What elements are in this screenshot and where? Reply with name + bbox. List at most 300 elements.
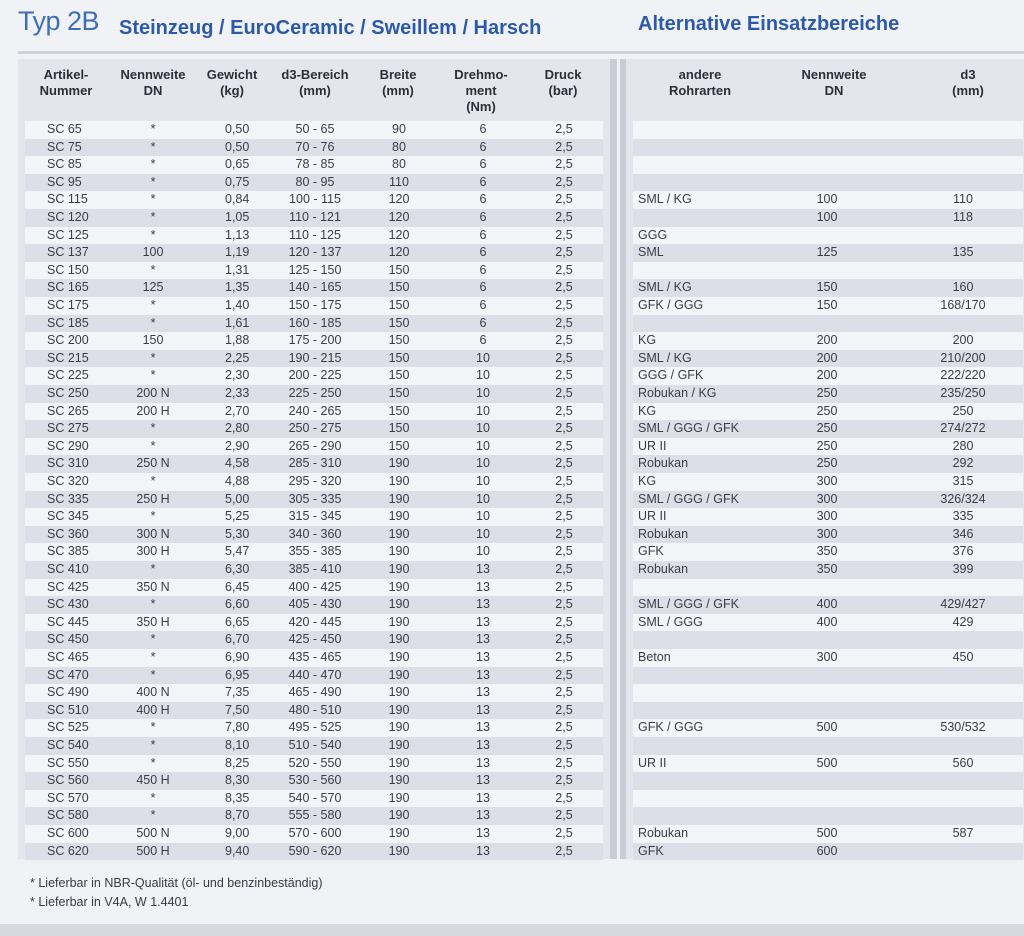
table-row — [633, 596, 1023, 614]
product-cell: 400 N — [136, 685, 170, 700]
table-row — [25, 350, 603, 368]
product-cell: 150 — [388, 438, 410, 453]
table-row — [633, 508, 1023, 526]
product-cell: SC 185 — [47, 315, 89, 330]
product-cell: SC 570 — [47, 790, 89, 805]
table-row — [25, 596, 603, 614]
footnote-1: * Lieferbar in NBR-Qualität (öl- und benzinbeständig) — [30, 876, 323, 890]
product-header-line: Gewicht — [206, 67, 258, 82]
product-cell: * — [150, 210, 156, 224]
product-cell: 110 - 125 — [289, 227, 341, 242]
product-cell: 0,75 — [225, 174, 250, 189]
product-cell: 10 — [476, 526, 490, 541]
product-cell: * — [150, 315, 156, 330]
product-cell: 2,5 — [555, 122, 573, 136]
table-row — [25, 631, 603, 649]
table-row — [633, 244, 1023, 262]
alternative-cell: UR II — [638, 509, 667, 524]
alternative-cell: Robukan / KG — [638, 386, 717, 400]
product-cell: SC 265 — [47, 403, 89, 418]
product-cell: SC 490 — [47, 685, 89, 700]
alternative-cell: 168/170 — [940, 298, 986, 312]
product-cell: SC 470 — [47, 667, 89, 682]
product-cell: 4,88 — [225, 474, 250, 488]
product-cell: 190 — [388, 509, 410, 524]
product-header-line: Druck — [544, 67, 582, 82]
product-cell: SC 275 — [47, 421, 89, 436]
table-row — [633, 455, 1023, 473]
alternative-cell: 400 — [816, 597, 838, 612]
table-row — [25, 737, 603, 755]
table-row — [633, 755, 1023, 773]
product-header-3 — [281, 67, 348, 99]
product-cell: 100 - 115 — [289, 192, 341, 207]
type-label: Typ 2B — [18, 6, 100, 36]
product-cell: 10 — [476, 386, 490, 400]
table-row — [633, 772, 1023, 790]
table-row — [25, 438, 603, 456]
product-cell: 2,5 — [555, 280, 573, 295]
table-row — [25, 614, 603, 632]
alternative-cell: 160 — [952, 280, 974, 295]
product-cell: 2,5 — [555, 826, 573, 840]
alternative-cell: 600 — [816, 843, 838, 858]
product-cell: 1,61 — [225, 315, 250, 330]
product-cell: 190 — [388, 773, 410, 788]
alternative-cell: KG — [638, 333, 657, 348]
product-cell: SC 525 — [47, 720, 89, 735]
product-cell: SC 65 — [47, 122, 82, 136]
product-cell: 13 — [476, 614, 490, 629]
product-cell: 5,25 — [225, 509, 250, 524]
product-cell: 8,10 — [225, 738, 250, 752]
product-cell: SC 150 — [47, 262, 89, 277]
product-cell: 13 — [476, 579, 490, 594]
product-cell: 0,50 — [225, 122, 250, 136]
product-cell: 2,5 — [555, 632, 573, 647]
alternative-header-line: (mm) — [952, 83, 984, 98]
product-cell: 190 — [388, 491, 410, 506]
product-cell: * — [150, 474, 156, 488]
alternative-cell: UR II — [638, 438, 667, 453]
product-cell: * — [150, 157, 156, 172]
product-cell: 6,30 — [225, 562, 250, 576]
table-row — [25, 719, 603, 737]
product-cell: 2,5 — [555, 315, 573, 330]
product-cell: SC 345 — [47, 509, 89, 524]
product-cell: * — [150, 650, 156, 664]
product-table-header — [18, 59, 610, 121]
table-row — [25, 561, 603, 579]
product-header-1 — [120, 67, 185, 99]
table-row — [25, 227, 603, 245]
product-cell: 150 — [388, 333, 410, 348]
table-row — [633, 737, 1023, 755]
product-cell: 1,40 — [225, 298, 250, 312]
alternative-cell: GFK — [638, 843, 664, 858]
table-row — [633, 332, 1023, 350]
alternative-header-line: DN — [824, 83, 844, 98]
product-cell: 2,5 — [555, 192, 573, 207]
product-cell: 13 — [476, 790, 490, 805]
product-cell: 80 - 95 — [295, 174, 335, 189]
product-cell: 495 - 525 — [288, 720, 342, 735]
product-cell: * — [150, 738, 156, 752]
product-cell: * — [150, 632, 156, 647]
product-header-line: Nummer — [39, 83, 93, 98]
product-cell: 6,90 — [225, 650, 250, 664]
product-cell: 13 — [476, 738, 490, 752]
product-cell: 350 N — [136, 579, 170, 594]
alternative-cell: GFK — [638, 544, 664, 559]
alternative-cell: GFK / GGG — [638, 298, 704, 312]
alternative-cell: 250 — [816, 421, 838, 436]
alternative-cell: 300 — [816, 474, 838, 488]
product-cell: 540 - 570 — [288, 790, 342, 805]
table-row — [25, 508, 603, 526]
alternative-cell: 429 — [952, 614, 974, 629]
product-cell: 125 - 150 — [288, 262, 342, 277]
product-cell: 7,80 — [225, 720, 250, 735]
table-row — [633, 174, 1023, 192]
product-cell: 150 — [388, 280, 410, 295]
alternative-cell: 210/200 — [940, 350, 986, 365]
product-cell: 6 — [479, 298, 487, 312]
product-cell: 2,5 — [555, 262, 573, 277]
product-cell: 2,5 — [555, 509, 573, 524]
product-cell: * — [150, 298, 156, 312]
product-cell: 2,5 — [555, 245, 573, 260]
product-cell: SC 620 — [47, 843, 89, 858]
alternative-cell: 250 — [816, 456, 838, 471]
product-cell: 1,19 — [225, 245, 250, 260]
table-row — [633, 667, 1023, 685]
product-cell: 10 — [476, 368, 490, 383]
product-cell: 5,30 — [225, 526, 250, 541]
alternative-cell: GGG / GFK — [638, 368, 704, 383]
table-row — [25, 367, 603, 385]
product-cell: 2,5 — [555, 491, 573, 506]
product-cell: 190 — [388, 667, 410, 682]
product-cell: 6 — [479, 227, 487, 242]
product-cell: 190 — [388, 456, 410, 471]
product-cell: 2,5 — [555, 790, 573, 805]
product-cell: 2,5 — [555, 456, 573, 471]
product-cell: 190 — [388, 544, 410, 559]
product-cell: 13 — [476, 808, 490, 823]
alternative-header-line: andere — [678, 67, 722, 82]
alternative-cell: Robukan — [638, 456, 689, 471]
product-cell: 295 - 320 — [288, 474, 342, 488]
product-cell: 190 — [388, 597, 410, 612]
table-row — [633, 191, 1023, 209]
product-cell: 150 — [388, 368, 410, 383]
product-cell: 150 — [388, 315, 410, 330]
alternative-cell: 376 — [952, 544, 974, 559]
table-row — [25, 191, 603, 209]
product-cell: * — [150, 790, 156, 805]
table-row — [25, 297, 603, 315]
product-cell: 2,70 — [225, 403, 250, 418]
product-cell: * — [150, 122, 156, 136]
alternative-cell: UR II — [638, 755, 667, 770]
product-cell: 250 H — [136, 491, 170, 506]
product-cell: 2,5 — [555, 544, 573, 559]
product-cell: 13 — [476, 773, 490, 788]
product-cell: 190 — [388, 808, 410, 823]
product-header-line: DN — [143, 83, 163, 98]
product-cell: * — [150, 720, 156, 735]
product-cell: SC 175 — [47, 298, 89, 312]
alternative-cell: 118 — [953, 210, 973, 224]
product-cell: 10 — [476, 456, 490, 471]
product-cell: 6,60 — [225, 597, 250, 612]
table-row — [633, 561, 1023, 579]
product-cell: SC 75 — [47, 139, 82, 154]
alternative-cell: Robukan — [638, 826, 689, 840]
alternative-cell: 125 — [816, 245, 838, 260]
product-cell: * — [150, 174, 156, 189]
product-cell: 2,5 — [555, 685, 573, 700]
alternative-cell: SML / GGG / GFK — [638, 491, 739, 506]
alternative-cell: 200 — [816, 350, 838, 365]
alternative-cell: 450 — [952, 650, 974, 664]
product-cell: * — [150, 509, 156, 524]
alternative-cell: 200 — [816, 333, 838, 348]
alternative-cell: SML / KG — [638, 350, 692, 365]
product-cell: 8,25 — [225, 755, 250, 770]
table-row — [633, 614, 1023, 632]
product-cell: 2,5 — [555, 174, 573, 189]
table-row — [25, 825, 603, 843]
product-cell: SC 95 — [47, 174, 82, 189]
product-cell: 190 — [388, 755, 410, 770]
alternative-cell: 280 — [952, 438, 974, 453]
product-cell: 190 — [388, 650, 410, 664]
table-row — [25, 843, 603, 861]
alternative-cell: 326/324 — [940, 491, 986, 506]
alternative-cell: 500 — [816, 826, 838, 840]
product-cell: 6 — [479, 333, 487, 348]
table-row — [633, 315, 1023, 333]
alternative-cell: SML / GGG / GFK — [638, 421, 739, 436]
product-cell: 160 - 185 — [288, 315, 342, 330]
product-cell: * — [150, 421, 156, 436]
alternative-cell: GGG — [638, 227, 668, 242]
alternative-header-1 — [801, 67, 866, 99]
product-cell: 140 - 165 — [288, 280, 342, 295]
alternative-cell: GFK / GGG — [638, 720, 704, 735]
product-cell: 465 - 490 — [288, 685, 342, 700]
product-cell: 355 - 385 — [288, 544, 342, 559]
product-cell: 2,5 — [555, 702, 573, 717]
product-cell: SC 445 — [47, 614, 89, 629]
product-cell: 6 — [479, 139, 487, 154]
alternative-cell: SML / KG — [638, 280, 692, 295]
product-cell: 420 - 445 — [288, 614, 342, 629]
product-cell: 225 - 250 — [288, 386, 342, 400]
alternative-header-line: Rohrarten — [668, 83, 732, 98]
alternative-title: Alternative Einsatzbereiche — [638, 13, 900, 35]
product-cell: SC 465 — [47, 650, 89, 664]
product-cell: 300 H — [136, 544, 170, 559]
alternative-cell: 250 — [816, 386, 838, 400]
product-cell: 190 — [388, 632, 410, 647]
product-cell: 2,5 — [555, 526, 573, 541]
product-cell: SC 85 — [47, 157, 82, 172]
alternative-cell: KG — [638, 403, 657, 418]
alternative-cell: 274/272 — [940, 421, 986, 436]
product-cell: 80 — [392, 139, 406, 154]
product-cell: 350 H — [136, 614, 170, 629]
product-cell: 10 — [476, 474, 490, 488]
product-cell: 2,5 — [555, 298, 573, 312]
product-cell: 2,5 — [555, 368, 573, 383]
product-cell: SC 225 — [47, 368, 89, 383]
alternative-header-2 — [952, 67, 984, 99]
product-cell: 150 — [388, 421, 410, 436]
table-row — [633, 156, 1023, 174]
table-row — [25, 772, 603, 790]
product-header-line: Drehmo- — [454, 67, 508, 82]
product-cell: 150 — [388, 386, 410, 400]
table-row — [633, 385, 1023, 403]
product-cell: 13 — [476, 720, 490, 735]
product-cell: 2,5 — [555, 614, 573, 629]
product-cell: 250 N — [136, 456, 170, 471]
table-row — [25, 684, 603, 702]
product-cell: 2,30 — [225, 368, 250, 383]
alternative-cell: 235/250 — [940, 386, 986, 400]
product-cell: 13 — [476, 826, 490, 840]
product-cell: 1,31 — [225, 262, 250, 277]
table-row — [25, 473, 603, 491]
product-cell: 5,47 — [225, 544, 250, 559]
product-cell: 6 — [479, 157, 487, 172]
table-row — [633, 702, 1023, 720]
product-cell: 150 — [388, 262, 410, 277]
alternative-cell: 100 — [816, 192, 838, 207]
product-cell: 2,5 — [555, 562, 573, 576]
product-cell: * — [150, 562, 156, 576]
product-cell: 2,5 — [555, 139, 573, 154]
table-row — [633, 420, 1023, 438]
table-row — [25, 279, 603, 297]
product-cell: 285 - 310 — [288, 456, 342, 471]
product-cell: * — [150, 262, 156, 277]
product-header-line: (kg) — [220, 83, 244, 98]
product-cell: 2,5 — [555, 350, 573, 365]
table-row — [25, 385, 603, 403]
table-row — [25, 491, 603, 509]
table-row — [633, 139, 1023, 157]
product-cell: 120 — [388, 210, 410, 224]
table-row — [633, 825, 1023, 843]
product-cell: 120 — [388, 227, 410, 242]
product-header-5 — [454, 67, 507, 115]
product-cell: 2,5 — [555, 227, 573, 242]
alternative-cell: 300 — [816, 650, 838, 664]
table-row — [25, 579, 603, 597]
product-cell: SC 250 — [47, 386, 89, 400]
alternative-header-line: Nennweite — [801, 67, 867, 82]
alternative-cell: 399 — [952, 562, 974, 576]
product-title: Steinzeug / EuroCeramic / Sweillem / Harsch — [119, 17, 542, 39]
product-cell: 8,30 — [225, 773, 250, 788]
table-row — [633, 350, 1023, 368]
product-cell: 570 - 600 — [288, 826, 342, 840]
alternative-cell: KG — [638, 474, 657, 488]
product-header-line: (Nm) — [466, 99, 496, 114]
product-cell: SC 335 — [47, 491, 89, 506]
product-cell: 8,35 — [225, 790, 250, 805]
product-cell: 2,5 — [555, 650, 573, 664]
product-cell: 1,88 — [225, 333, 250, 348]
product-header-2 — [207, 67, 258, 99]
table-row — [633, 649, 1023, 667]
alternative-cell: 300 — [816, 526, 838, 541]
alternative-cell: Robukan — [638, 562, 689, 576]
product-cell: 70 - 76 — [295, 139, 335, 154]
product-header-line: Artikel- — [43, 67, 89, 82]
product-cell: 2,5 — [555, 843, 573, 858]
alternative-header-line: d3 — [960, 67, 976, 82]
product-cell: 13 — [476, 562, 490, 576]
table-row — [25, 526, 603, 544]
product-cell: 9,00 — [225, 826, 250, 840]
alternative-cell: 150 — [816, 298, 838, 312]
table-row — [633, 790, 1023, 808]
product-cell: 190 — [388, 738, 410, 752]
product-cell: 530 - 560 — [288, 773, 342, 788]
product-cell: SC 165 — [47, 280, 89, 295]
product-header-line: (bar) — [548, 83, 578, 98]
product-cell: 150 — [142, 333, 164, 348]
product-cell: 2,90 — [225, 438, 250, 453]
alternative-header-0 — [669, 67, 731, 99]
product-cell: 4,58 — [225, 456, 250, 471]
product-cell: 520 - 550 — [288, 755, 342, 770]
product-cell: 2,5 — [555, 438, 573, 453]
product-cell: 2,5 — [555, 667, 573, 682]
alternative-cell: 315 — [952, 474, 974, 488]
alternative-table — [620, 59, 1024, 859]
product-cell: 13 — [476, 650, 490, 664]
product-cell: 2,5 — [555, 421, 573, 436]
alternative-cell: 400 — [816, 614, 838, 629]
alternative-table-header — [626, 59, 1024, 121]
product-cell: 300 N — [136, 526, 170, 541]
product-cell: 6 — [479, 192, 487, 207]
product-cell: SC 540 — [47, 738, 89, 752]
table-row — [633, 473, 1023, 491]
table-row — [633, 807, 1023, 825]
table-row — [633, 438, 1023, 456]
table-row — [25, 156, 603, 174]
product-header-line: Nennweite — [120, 67, 186, 82]
product-cell: 10 — [476, 350, 490, 365]
product-cell: SC 115 — [47, 192, 88, 207]
product-cell: 6,45 — [225, 579, 250, 594]
product-cell: 80 — [392, 157, 406, 172]
product-cell: 2,33 — [225, 386, 250, 400]
product-cell: 1,05 — [225, 210, 250, 224]
table-row — [633, 209, 1023, 227]
product-cell: 250 - 275 — [288, 421, 342, 436]
product-cell: 2,5 — [555, 403, 573, 418]
table-row — [633, 631, 1023, 649]
table-row — [25, 121, 603, 139]
